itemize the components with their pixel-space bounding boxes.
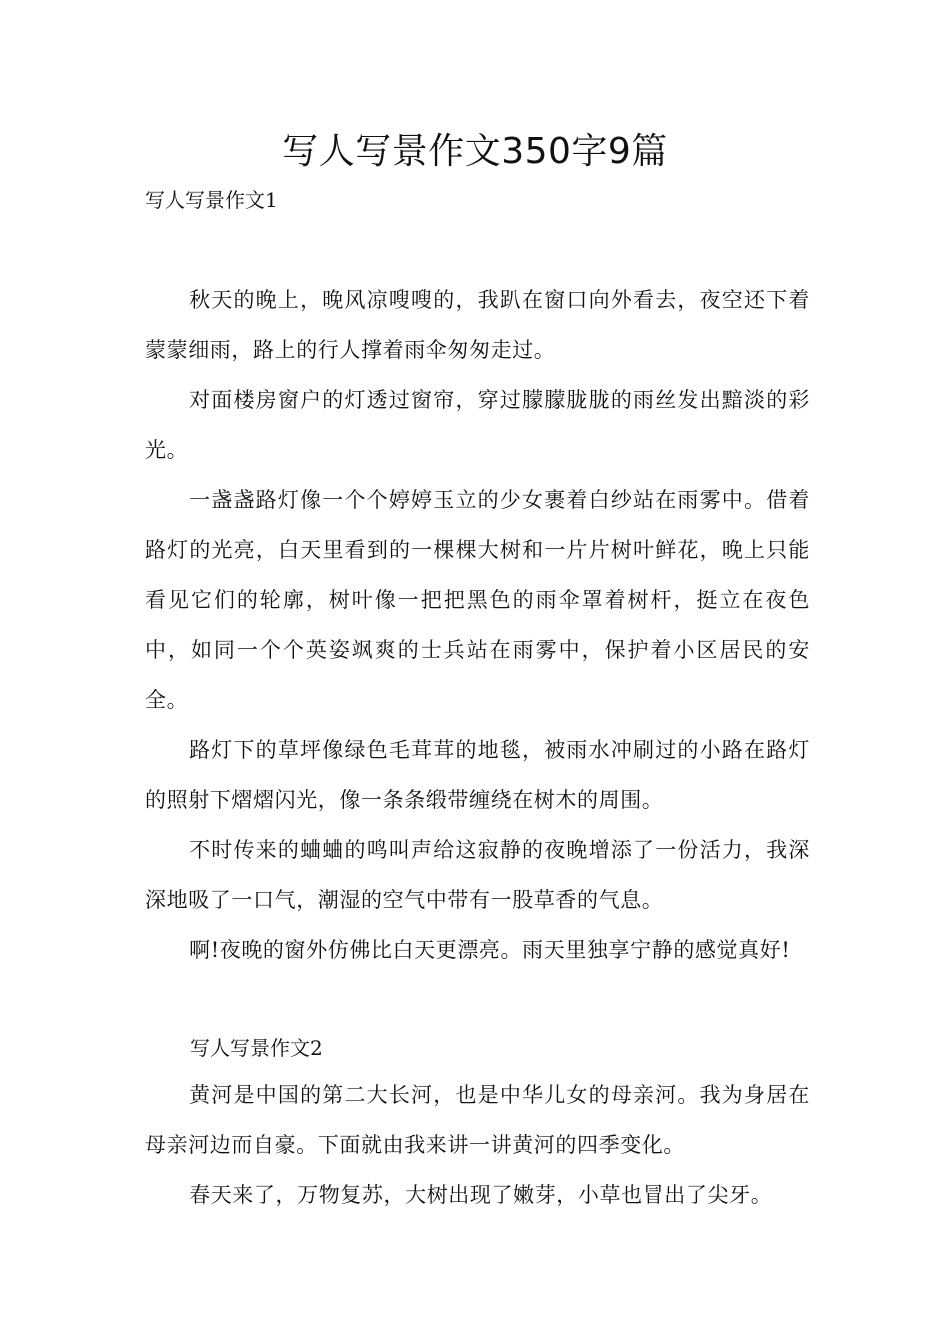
section-heading-1: 写人写景作文1 xyxy=(145,188,278,212)
article-1 xyxy=(145,275,810,975)
article-2 xyxy=(145,1070,810,1220)
document-title: 写人写景作文350字9篇 xyxy=(282,131,668,172)
paragraph: 对面楼房窗户的灯透过窗帘，穿过朦朦胧胧的雨丝发出黯淡的彩光。 xyxy=(145,388,810,462)
paragraph: 啊!夜晚的窗外仿佛比白天更漂亮。雨天里独享宁静的感觉真好! xyxy=(189,938,791,962)
section-heading-2: 写人写景作文2 xyxy=(190,1036,323,1060)
paragraph: 黄河是中国的第二大长河，也是中华儿女的母亲河。我为身居在母亲河边而自豪。下面就由我来讲一讲黄河的四季变化。 xyxy=(145,1083,810,1157)
paragraph: 一盏盏路灯像一个个婷婷玉立的少女裹着白纱站在雨雾中。借着路灯的光亮，白天里看到的一棵棵大树和一片片树叶鲜花，晚上只能看见它们的轮廓，树叶像一把把黑色的雨伞罩着树杆，挺立在夜色中，如同一个个英姿飒爽的士兵站在雨雾中，保护着小区居民的安全。 xyxy=(145,488,810,712)
paragraph: 春天来了，万物复苏，大树出现了嫩芽，小草也冒出了尖牙。 xyxy=(189,1183,773,1207)
paragraph: 秋天的晚上，晚风凉嗖嗖的，我趴在窗口向外看去，夜空还下着蒙蒙细雨，路上的行人撑着雨伞匆匆走过。 xyxy=(145,288,810,362)
paragraph: 不时传来的蛐蛐的鸣叫声给这寂静的夜晚增添了一份活力，我深深地吸了一口气，潮湿的空气中带有一股草香的气息。 xyxy=(145,838,810,912)
paragraph: 路灯下的草坪像绿色毛茸茸的地毯，被雨水冲刷过的小路在路灯的照射下熠熠闪光，像一条条缎带缠绕在树木的周围。 xyxy=(145,738,810,812)
